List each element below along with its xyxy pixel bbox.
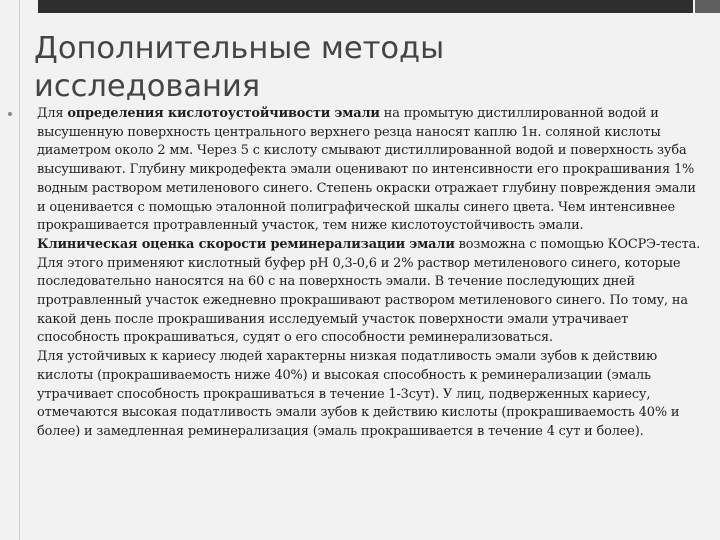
paragraph-2-text: возможна с помощью КОСРЭ-теста. Для этого применяют кислотный буфер pH 0,3-0,6 и 2% раствор метиленового синего, которые последовательно наносятся на 60 с на поверхность эмали. В течение последующих дней протравленный участок ежедневно прокрашивают раствором метиленового синего. По тому, на какой день после прокрашивания исследуемый участок поверхности эмали утрачивает способность прокрашиваться, судят о его способности реминерализоваться.: [37, 236, 701, 346]
top-decorative-bar: [38, 0, 720, 13]
paragraph-3-text: Для устойчивых к кариесу людей характерны низкая податливость эмали зубов к действию кислоты (прокрашиваемость ниже 40%) и высокая способность к реминерализации (эмаль утрачивает способность прокрашиваться в течение 1-3сут). У лиц, подверженных кариесу, отмечаются высокая податливость эмали зубов к действию кислоты (прокрашиваемость 40% и более) и замедленная реминерализация (эмаль прокрашивается в течение 4 сут и более).: [37, 349, 680, 439]
paragraph-2-bold-term: Клиническая оценка скорости реминерализации эмали: [37, 236, 455, 252]
slide-body: [37, 105, 705, 442]
paragraph-1-bold-term: определения кислотоустойчивости эмали: [67, 106, 380, 121]
paragraph-1-lead: Для: [37, 106, 68, 121]
slide-title-line-2: исследования: [34, 69, 261, 104]
paragraph-caries-resistance: [37, 348, 705, 442]
paragraph-1-text: на промытую дистиллированной водой и высушенную поверхность центрального верхнего резца наносят каплю 1н. соляной кислоты диаметром около 2 мм. Через 5 с кислоту смывают дистиллированной водой и поверхность зуба высушивают. Глубину микродефекта эмали оценивают по интенсивности его прокрашивания 1% водным раствором метиленового синего. Степень окраски отражает глубину повреждения эмали и оценивается с помощью эталонной полиграфической шкалы синего цвета. Чем интенсивнее прокрашивается протравленный участок, тем ниже кислотоустойчивость эмали.: [37, 106, 696, 234]
bullet-icon: [8, 112, 12, 116]
paragraph-acid-resistance: [37, 105, 705, 236]
slide-title: [34, 30, 444, 106]
paragraph-remineralization: [37, 236, 705, 348]
left-divider-line: [19, 0, 20, 540]
top-bar-accent: [693, 0, 720, 13]
slide-title-line-1: Дополнительные методы: [34, 31, 445, 66]
